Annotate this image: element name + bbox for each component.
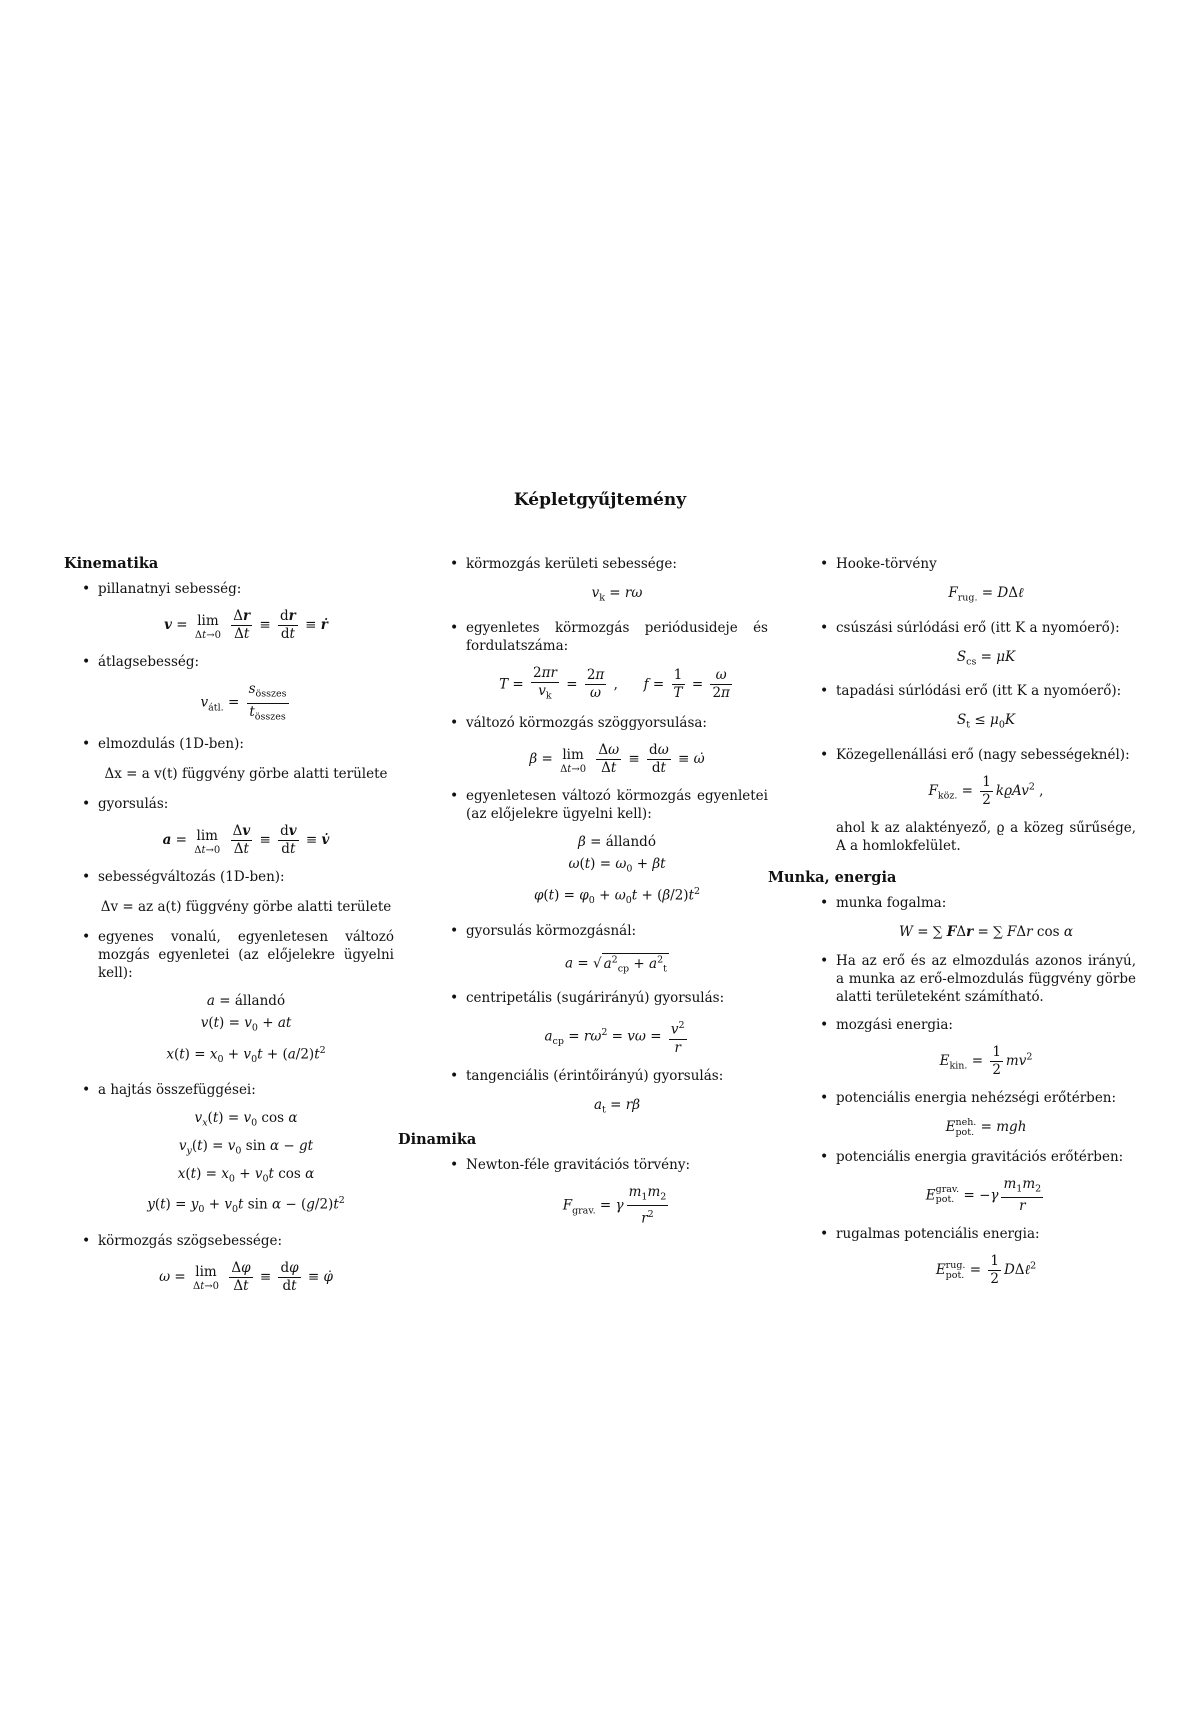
list-item: • egyenes vonalú, egyenletesen változó mozgás egyenletei (az előjelekre ügyelni kell): a = állandó $v(t) = v_0$ + at $x(t) = x_0 + v_0t + (a/2)t^2$ [64, 928, 394, 1071]
list-item: • centripetális (sugárirányú) gyorsulás: $a_{cp} = r\omega^2 = v\omega$ = $\frac{v^2}{r}$ [432, 989, 768, 1057]
column-2 [398, 555, 768, 1238]
column-3 [768, 555, 1136, 1298]
list-item: • csúszási súrlódási erő (itt K a nyomóerő): $S_{cs} = \mu K$ [802, 619, 1136, 673]
formula-potential-gravitational: E grav. pot. = −γ $\frac{m_1m_2}{r}$ [925, 1175, 1042, 1215]
list-item: • pillanatnyi sebesség: v = lim Δt→0 $\frac{\Delta r}{\Delta t}$ ≡ $\frac{dr}{dt}$ ≡ ṙ [64, 580, 394, 643]
list-item: • tapadási súrlódási erő (itt K a nyomóerő): $S_t \le \mu_0K$ [802, 682, 1136, 736]
formula-angular-acceleration: β = lim Δt→0 $\frac{\Delta\omega}{\Delta t}$ ≡ $\frac{d\omega}{dt}$ ≡ ω̇ [529, 742, 705, 777]
formula-drag: $F_{köz.}$ = $\frac{1}{2}$ kϱAv$^2$ , [928, 774, 1044, 809]
formula-newton-gravity: $F_{grav.} = \gamma$ $\frac{m_1m_2}{r^2}$ [562, 1183, 667, 1227]
formula-kinetic-energy: $E_{kin.}$ = $\frac{1}{2}$ $mv^2$ [939, 1044, 1033, 1079]
list-item: • változó körmozgás szöggyorsulása: β = lim Δt→0 $\frac{\Delta\omega}{\Delta t}$ ≡ $\frac{d\omega}{dt}$ ≡ ω̇ [432, 714, 768, 777]
list-item: • mozgási energia: $E_{kin.}$ = $\frac{1}{2}$ $mv^2$ [802, 1016, 1136, 1079]
list-item: • körmozgás kerületi sebessége: $v_k = r\omega$ [432, 555, 768, 609]
page-title: Képletgyűjtemény [513, 490, 687, 510]
formula-centripetal: $a_{cp} = r\omega^2 = v\omega$ = $\frac{v^2}{r}$ [466, 1017, 768, 1057]
formula-elastic-energy: E rug. pot. = $\frac{1}{2}$ DΔℓ$^2$ [935, 1253, 1037, 1288]
section-heading-kinematika: Kinematika [64, 555, 159, 572]
formula-average-velocity: $v_{átl.}$ = $\frac{s_{összes}}{t_{összes}}$ [200, 681, 287, 723]
formula-potential-gravity-field: E neh. pot. = mgh [945, 1116, 1027, 1138]
formula-velocity-change: Δv = az a(t) függvény görbe alatti területe [100, 899, 392, 916]
formula-work: W = ∑ FΔr = ∑ FΔr cos α [899, 924, 1073, 941]
list-item: • potenciális energia nehézségi erőtérben: E neh. pot. = mgh [802, 1089, 1136, 1138]
formula-hooke: $F_{rug.}$ = DΔℓ [948, 585, 1024, 604]
list-item: • a hajtás összefüggései: $v_x(t) = v_0$ cos α $v_y(t) = v_0$ sin α − gt $x(t) = x_0 + v_0t$ cos α $y(t) = y_0 + v_0t$ $\sin \alpha - (g/2)t^2$ [64, 1081, 394, 1221]
list-item: • egyenletesen változó körmozgás egyenletei (az előjelekre ügyelni kell): β = állandó $\omega(t) = \omega_0 + \beta t$ $\varphi(t) = \varphi_0 + \omega_0t + (\beta/2)t^2$ [432, 787, 768, 912]
formula-uniform-acceleration: a = állandó $v(t) = v_0$ + at $x(t) = x_0 + v_0t + (a/2)t^2$ [166, 993, 326, 1066]
list-item: • potenciális energia gravitációs erőtérben: E grav. pot. = −γ $\frac{m_1m_2}{r}$ [802, 1148, 1136, 1216]
formula-sliding-friction: $S_{cs} = \mu K$ [956, 648, 1016, 668]
list-item: • tangenciális (érintőirányú) gyorsulás: $a_t = r\beta$ [432, 1067, 768, 1121]
formula-instant-velocity: v = lim Δt→0 $\frac{\Delta r}{\Delta t}$ ≡ $\frac{dr}{dt}$ ≡ ṙ [164, 608, 328, 642]
list-item: • egyenletes körmozgás periódusideje és fordulatszáma: T = $\frac{2\pi r}{v_k}$ = $\frac{2\pi}{\omega}$ , f = $\frac{1}{T}$ = $\frac{\omega}{2\pi}$ [432, 619, 768, 705]
list-item: • átlagsebesség: $v_{átl.}$ = $\frac{s_{összes}}{t_{összes}}$ [64, 653, 394, 725]
formula-displacement: Δx = a v(t) függvény görbe alatti területe [104, 766, 388, 783]
formula-acceleration: a = lim Δt→0 $\frac{\Delta v}{\Delta t}$ ≡ $\frac{dv}{dt}$ ≡ v̇ [162, 823, 330, 858]
formula-uniform-angular-acceleration: β = állandó $\omega(t) = \omega_0 + \beta t$ $\varphi(t) = \varphi_0 + \omega_0t + (\beta/2)t^2$ [533, 834, 701, 907]
list-item: • munka fogalma: W = ∑ FΔr = ∑ FΔr cos α [802, 894, 1136, 942]
list-item: • gyorsulás: a = lim Δt→0 $\frac{\Delta v}{\Delta t}$ ≡ $\frac{dv}{dt}$ ≡ v̇ [64, 795, 394, 858]
list-item: • Newton-féle gravitációs törvény: $F_{grav.} = \gamma$ $\frac{m_1m_2}{r^2}$ [432, 1156, 768, 1228]
list-item: • Hooke-törvény $F_{rug.}$ = DΔℓ [802, 555, 1136, 609]
formula-tangential-speed: $v_k = r\omega$ [591, 585, 643, 604]
list-item: • sebességváltozás (1D-ben): Δv = az a(t) függvény görbe alatti területe [64, 868, 394, 916]
formula-angular-velocity: ω = lim Δt→0 $\frac{\Delta\varphi}{\Delta t}$ ≡ $\frac{d\varphi}{dt}$ ≡ φ̇ [159, 1259, 333, 1294]
list-item: • gyorsulás körmozgásnál: a = √ $a^2_{cp} + a^2_t$ [432, 922, 768, 979]
formula-projectile: $v_x(t) = v_0$ cos α $v_y(t) = v_0$ sin α − gt $x(t) = x_0 + v_0t$ cos α $y(t) = y_0 + v_0t$ $\sin \alpha - (g/2)t^2$ [147, 1110, 345, 1216]
formula-period-frequency: T = $\frac{2\pi r}{v_k}$ = $\frac{2\pi}{\omega}$ , f = $\frac{1}{T}$ = $\frac{\omega}{2\pi}$ [499, 664, 730, 702]
formula-tangential: $a_t = r\beta$ [593, 1096, 641, 1116]
formula-static-friction: $S_t \le \mu_0K$ [957, 712, 1015, 732]
section-heading-munka: Munka, energia [768, 869, 897, 887]
column-1 [64, 555, 394, 1305]
formula-circular-acceleration: a = √ $a^2_{cp} + a^2_t$ [565, 954, 667, 975]
drag-note: ahol k az alaktényező, ϱ a közeg sűrűsége, A a homlokfelület. [836, 820, 1136, 855]
list-item: • elmozdulás (1D-ben): Δx = a v(t) függvény görbe alatti területe [64, 735, 394, 783]
section-heading-dinamika: Dinamika [398, 1130, 477, 1148]
list-item: • rugalmas potenciális energia: E rug. pot. = $\frac{1}{2}$ DΔℓ$^2$ [802, 1225, 1136, 1288]
list-item: • Ha az erő és az elmozdulás azonos irányú, a munka az erő-elmozdulás függvény görbe alatti területeként számítható. [802, 952, 1136, 1006]
list-item: • körmozgás szögsebessége: ω = lim Δt→0 $\frac{\Delta\varphi}{\Delta t}$ ≡ $\frac{d\varphi}{dt}$ ≡ φ̇ [64, 1232, 394, 1295]
list-item: • Közegellenállási erő (nagy sebességeknél): $F_{köz.}$ = $\frac{1}{2}$ kϱAv$^2$ , ahol k az alaktényező, ϱ a közeg sűrűsége, A a homlokfelület. [802, 746, 1136, 855]
